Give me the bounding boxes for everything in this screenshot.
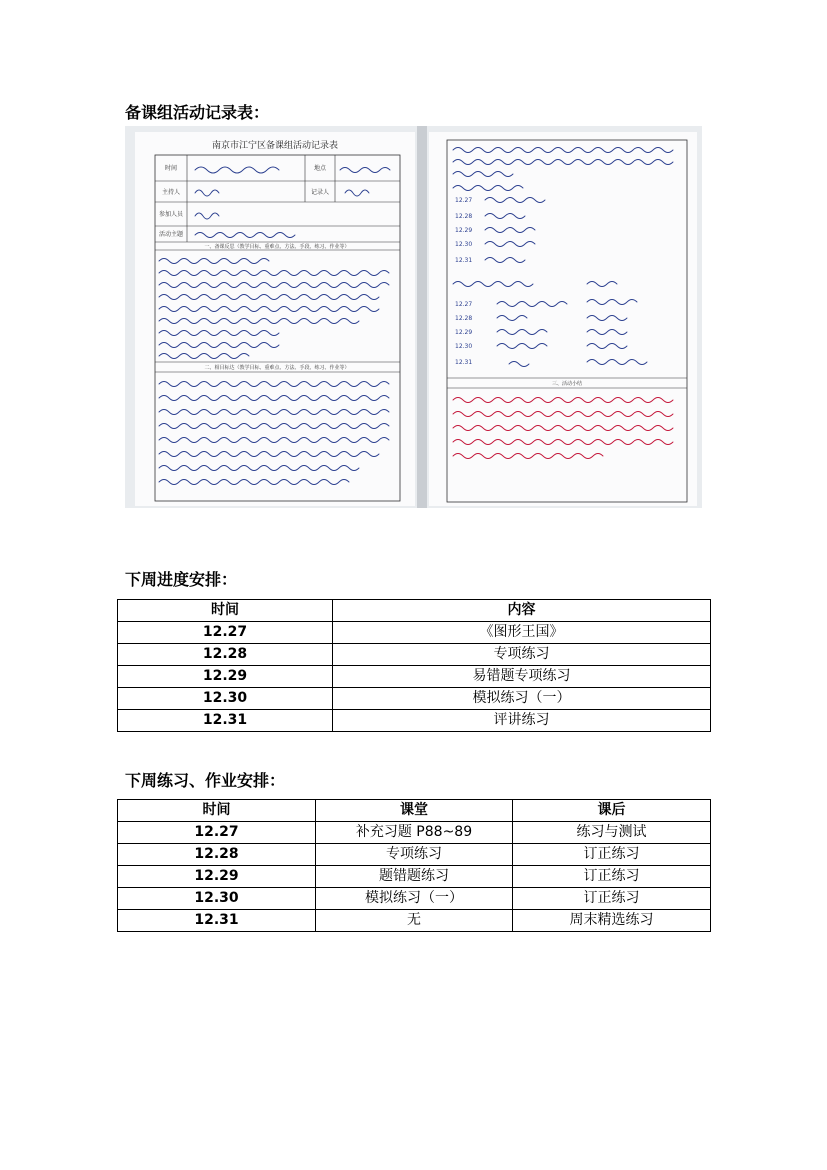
column-header-in-class: 课堂	[316, 800, 513, 822]
table-row	[118, 688, 711, 710]
table-header-row	[118, 800, 711, 822]
svg-text:时间: 时间	[164, 165, 178, 172]
cell-in-class: 模拟练习（一）	[316, 888, 513, 910]
next-week-progress-heading: 下周进度安排：	[125, 570, 238, 589]
cell-content: 《图形王国》	[333, 622, 711, 644]
cell-in-class: 无	[316, 910, 513, 932]
cell-date: 12.27	[118, 822, 316, 844]
cell-after-class: 订正练习	[513, 866, 711, 888]
svg-text:12.31: 12.31	[455, 257, 473, 264]
cell-after-class: 周末精选练习	[513, 910, 711, 932]
next-week-homework-heading: 下周练习、作业安排：	[125, 771, 286, 790]
cell-date: 12.30	[118, 888, 316, 910]
cell-date: 12.29	[118, 666, 333, 688]
table-row	[118, 822, 711, 844]
svg-text:地点: 地点	[313, 165, 327, 172]
svg-text:三、活动小结: 三、活动小结	[551, 381, 583, 387]
cell-in-class: 专项练习	[316, 844, 513, 866]
table-row	[118, 910, 711, 932]
left-page	[135, 132, 415, 506]
svg-text:12.27: 12.27	[455, 301, 473, 308]
svg-text:12.30: 12.30	[455, 343, 473, 350]
homework-table	[117, 799, 711, 932]
form-title: 南京市江宁区备课组活动记录表	[211, 141, 339, 151]
table-row	[118, 888, 711, 910]
cell-date: 12.29	[118, 866, 316, 888]
column-header-after-class: 课后	[513, 800, 711, 822]
cell-date: 12.31	[118, 710, 333, 732]
cell-content: 模拟练习（一）	[333, 688, 711, 710]
svg-text:12.28: 12.28	[455, 213, 473, 220]
cell-content: 易错题专项练习	[333, 666, 711, 688]
table-row	[118, 666, 711, 688]
table-row	[118, 622, 711, 644]
svg-text:12.31: 12.31	[455, 359, 473, 366]
table-row	[118, 844, 711, 866]
svg-text:一、备课反思（教学目标、重难点、方法、手段、练习、作业等）: 一、备课反思（教学目标、重难点、方法、手段、练习、作业等）	[204, 244, 350, 250]
cell-in-class: 题错题练习	[316, 866, 513, 888]
column-header-time: 时间	[118, 800, 316, 822]
column-header-content: 内容	[333, 600, 711, 622]
cell-content: 专项练习	[333, 644, 711, 666]
svg-text:12.29: 12.29	[455, 329, 473, 336]
svg-text:12.30: 12.30	[455, 241, 473, 248]
cell-after-class: 订正练习	[513, 844, 711, 866]
table-row	[118, 644, 711, 666]
svg-text:参加人员: 参加人员	[158, 211, 184, 218]
cell-in-class: 补充习题 P88~89	[316, 822, 513, 844]
cell-date: 12.30	[118, 688, 333, 710]
table-header-row	[118, 600, 711, 622]
svg-text:12.28: 12.28	[455, 315, 473, 322]
svg-text:主持人: 主持人	[161, 189, 181, 196]
cell-content: 评讲练习	[333, 710, 711, 732]
cell-after-class: 订正练习	[513, 888, 711, 910]
cell-date: 12.27	[118, 622, 333, 644]
record-table-heading: 备课组活动记录表：	[125, 103, 270, 122]
cell-date: 12.28	[118, 844, 316, 866]
svg-text:12.27: 12.27	[455, 197, 473, 204]
table-row	[118, 866, 711, 888]
right-page	[429, 132, 697, 506]
column-header-time: 时间	[118, 600, 333, 622]
svg-text:记录人: 记录人	[310, 189, 330, 196]
progress-table	[117, 599, 711, 732]
table-row	[118, 710, 711, 732]
svg-text:12.29: 12.29	[455, 227, 473, 234]
svg-text:二、相目标达（教学目标、重难点、方法、手段、练习、作业等）: 二、相目标达（教学目标、重难点、方法、手段、练习、作业等）	[204, 365, 350, 371]
cell-date: 12.28	[118, 644, 333, 666]
activity-record-photo	[125, 126, 702, 508]
cell-date: 12.31	[118, 910, 316, 932]
svg-text:活动主题: 活动主题	[158, 231, 184, 238]
cell-after-class: 练习与测试	[513, 822, 711, 844]
